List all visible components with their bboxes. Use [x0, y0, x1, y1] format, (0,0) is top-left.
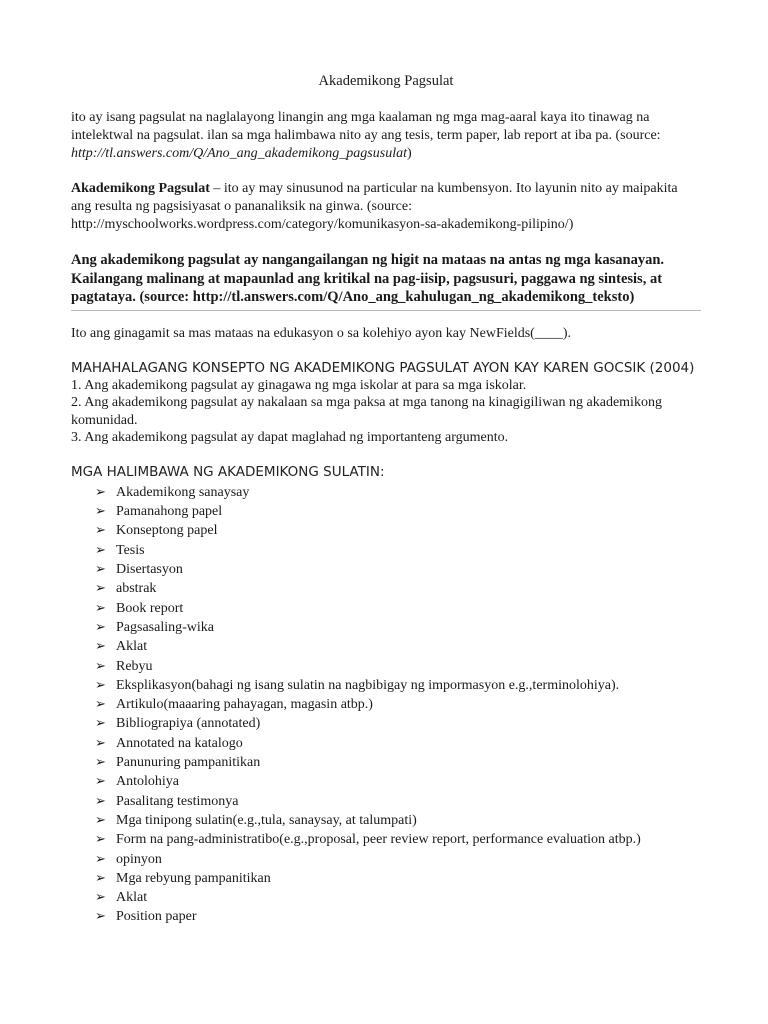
arrow-bullet-icon: ➢ [95, 542, 106, 558]
concept-item: 2. Ang akademikong pagsulat ay nakalaan sa mga paksa at mga tanong na kinagigiliwan ng akademikong komunidad. [71, 395, 662, 428]
example-item [71, 869, 701, 888]
arrow-bullet-icon: ➢ [95, 851, 106, 867]
example-item [71, 734, 701, 753]
arrow-bullet-icon: ➢ [95, 619, 106, 635]
example-item [71, 907, 701, 926]
example-item [71, 521, 701, 540]
arrow-bullet-icon: ➢ [95, 890, 106, 906]
example-label: Panunuring pampanitikan [116, 755, 261, 771]
example-item [71, 714, 701, 733]
example-item [71, 830, 701, 849]
para1-source-link[interactable]: http://tl.answers.com/Q/Ano_ang_akademikong_pagsusulat [71, 146, 407, 161]
example-item [71, 637, 701, 656]
example-item [71, 792, 701, 811]
para2-bold-lead: Akademikong Pagsulat [71, 181, 210, 196]
example-item [71, 541, 701, 560]
examples-list [71, 483, 701, 927]
example-label: Annotated na katalogo [116, 735, 243, 751]
example-label: Pamanahong papel [116, 504, 223, 520]
example-item [71, 695, 701, 714]
document-page [71, 72, 701, 927]
example-item [71, 772, 701, 791]
example-label: Rebyu [116, 658, 153, 674]
arrow-bullet-icon: ➢ [95, 735, 106, 751]
example-label: Form na pang-administratibo(e.g.,proposal, peer review report, performance evaluation atbp.) [116, 832, 641, 848]
arrow-bullet-icon: ➢ [95, 600, 106, 616]
arrow-bullet-icon: ➢ [95, 909, 106, 925]
example-item [71, 560, 701, 579]
arrow-bullet-icon: ➢ [95, 755, 106, 771]
example-item [71, 811, 701, 830]
example-label: Bibliograpiya (annotated) [116, 716, 261, 732]
example-label: opinyon [116, 851, 162, 867]
arrow-bullet-icon: ➢ [95, 484, 106, 500]
para1-source-prefix: (source: [615, 128, 661, 143]
definition-paragraph-2 [71, 180, 701, 234]
arrow-bullet-icon: ➢ [95, 812, 106, 828]
para1-text: ito ay isang pagsulat na naglalayong linangin ang mga kaalaman ng mga mag-aaral kaya ito tinawag na intelektwal na pagsulat. ilan sa mga halimbawa nito ay ang tesis, term paper, lab report at iba pa. [71, 110, 650, 143]
definition-paragraph-1 [71, 109, 701, 163]
example-label: Tesis [116, 542, 145, 558]
example-label: Antolohiya [116, 774, 179, 790]
arrow-bullet-icon: ➢ [95, 716, 106, 732]
arrow-bullet-icon: ➢ [95, 523, 106, 539]
arrow-bullet-icon: ➢ [95, 639, 106, 655]
document-title: Akademikong Pagsulat [318, 73, 454, 89]
concept-item: 1. Ang akademikong pagsulat ay ginagawa ng mga iskolar at para sa mga iskolar. [71, 377, 527, 393]
example-label: Pasalitang testimonya [116, 793, 239, 809]
example-item [71, 579, 701, 598]
example-label: Akademikong sanaysay [116, 484, 250, 500]
example-item [71, 676, 701, 695]
example-item [71, 599, 701, 618]
example-label: Konseptong papel [116, 523, 218, 539]
example-label: Mga tinipong sulatin(e.g.,tula, sanaysay, at talumpati) [116, 812, 417, 828]
examples-heading: MGA HALIMBAWA NG AKADEMIKONG SULATIN: [71, 463, 385, 480]
arrow-bullet-icon: ➢ [95, 832, 106, 848]
example-label: Artikulo(maaaring pahayagan, magasin atbp.) [116, 697, 373, 713]
arrow-bullet-icon: ➢ [95, 697, 106, 713]
concept-item: 3. Ang akademikong pagsulat ay dapat maglahad ng importanteng argumento. [71, 430, 509, 446]
example-item [71, 618, 701, 637]
example-item [71, 483, 701, 502]
arrow-bullet-icon: ➢ [95, 658, 106, 674]
para1-source-suffix: ) [406, 146, 412, 161]
concepts-list [71, 377, 701, 447]
arrow-bullet-icon: ➢ [95, 504, 106, 520]
para2-text: – ito ay may sinusunod na particular na kumbensyon. Ito layunin nito ay maipakita ang resulta ng pagsisiyasat o pananaliksik na ginwa. (source: http://myschoolworks.wordpress.com/category/komunikasyon-sa-akademikong-pilipino/) [71, 181, 678, 232]
definition-paragraph-4: Ito ang ginagamit sa mas mataas na edukasyon o sa kolehiyo ayon kay NewFields(____). [71, 325, 571, 341]
example-item [71, 888, 701, 907]
example-label: Pagsasaling-wika [116, 619, 214, 635]
arrow-bullet-icon: ➢ [95, 677, 106, 693]
example-label: Disertasyon [116, 562, 183, 578]
definition-paragraph-3: Ang akademikong pagsulat ay nangangailangan ng higit na mataas na antas ng mga kasanayan. Kailangang malinang at mapaunlad ang kritikal na pag-iisip, pagsusuri, paggawa ng sintesis, at pagtataya. (source: http://tl.answers.com/Q/Ano_ang_kahulugan_ng_akademikong_teksto) [71, 251, 701, 311]
concepts-heading: MAHAHALAGANG KONSEPTO NG AKADEMIKONG PAGSULAT AYON KAY KAREN GOCSIK (2004) [71, 359, 695, 376]
example-label: Mga rebyung pampanitikan [116, 870, 271, 886]
arrow-bullet-icon: ➢ [95, 793, 106, 809]
example-label: Position paper [116, 909, 197, 925]
example-item [71, 657, 701, 676]
example-item [71, 753, 701, 772]
example-label: abstrak [116, 581, 157, 597]
example-item [71, 850, 701, 869]
example-label: Eksplikasyon(bahagi ng isang sulatin na nagbibigay ng impormasyon e.g.,terminolohiya). [116, 677, 620, 693]
arrow-bullet-icon: ➢ [95, 774, 106, 790]
example-label: Aklat [116, 890, 148, 906]
arrow-bullet-icon: ➢ [95, 562, 106, 578]
example-label: Aklat [116, 639, 148, 655]
arrow-bullet-icon: ➢ [95, 581, 106, 597]
example-label: Book report [116, 600, 184, 616]
example-item [71, 502, 701, 521]
arrow-bullet-icon: ➢ [95, 870, 106, 886]
